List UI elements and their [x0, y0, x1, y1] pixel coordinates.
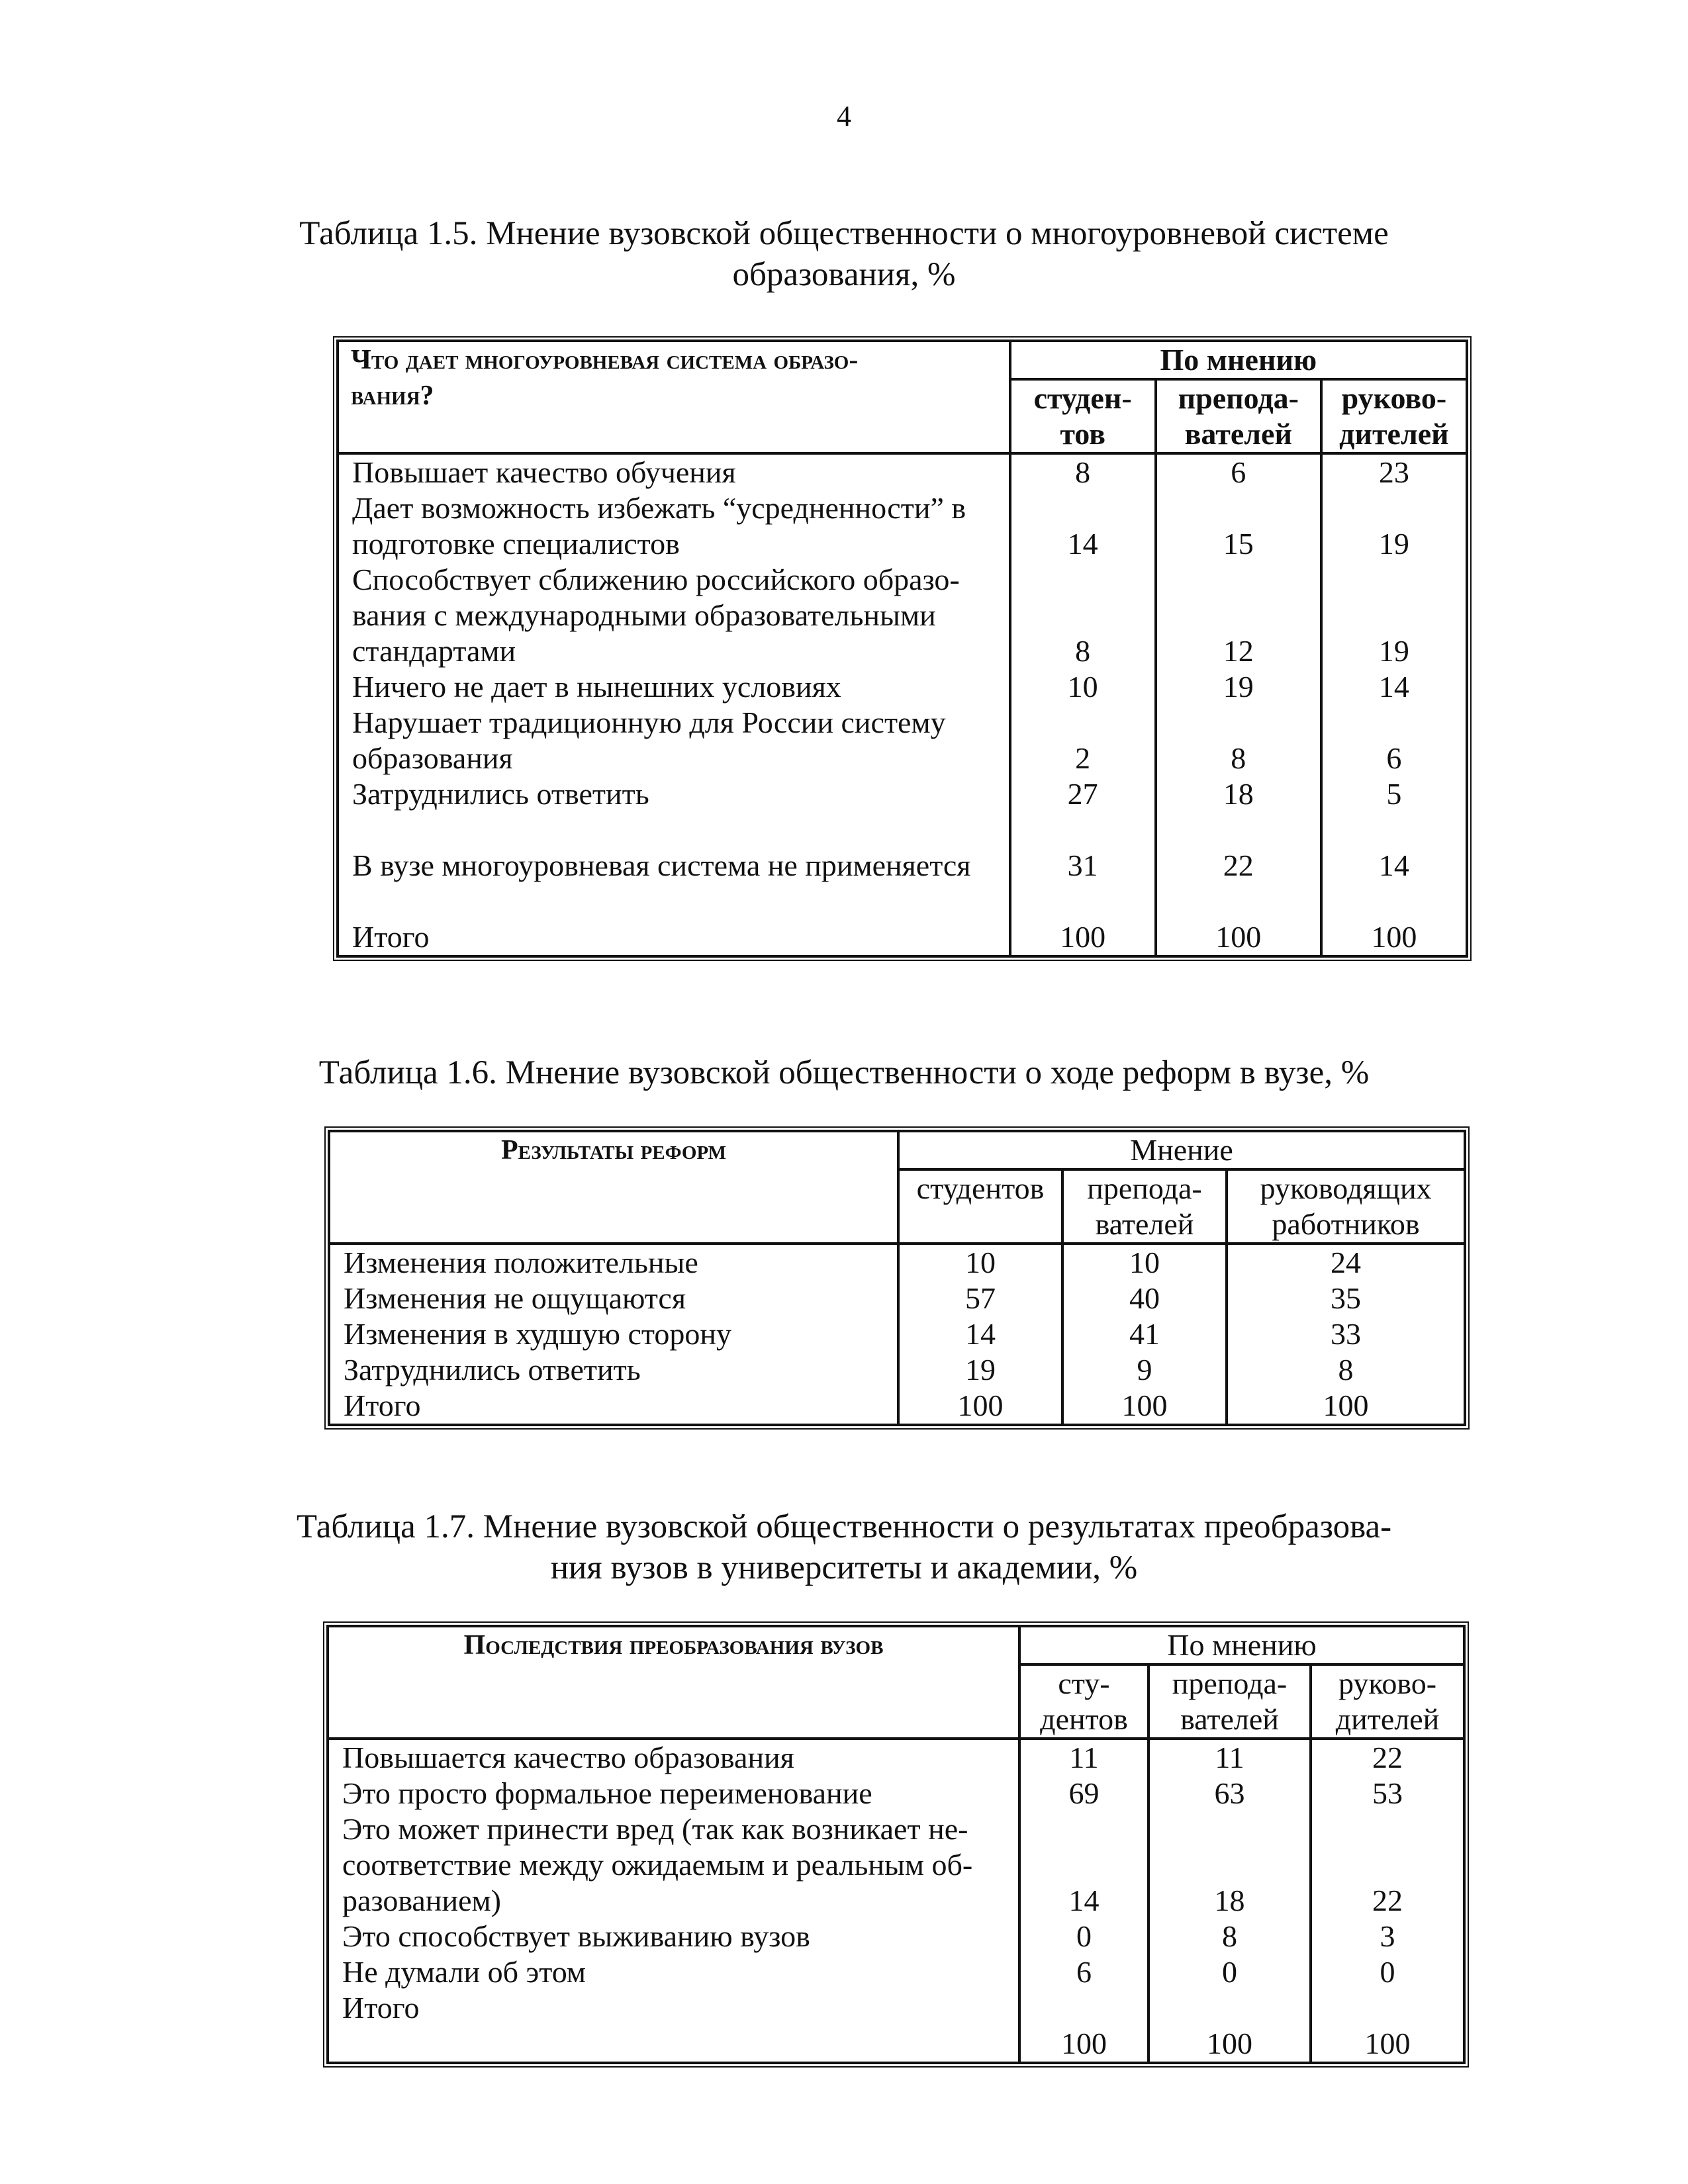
row-label: Это способствует выживанию вузов [342, 1919, 810, 1953]
column-header-line: руководящих [1260, 1171, 1432, 1205]
column-header-managers [1227, 1169, 1465, 1244]
caption-line: Таблица 1.5. Мнение вузовской общественности о многоуровневой системе [299, 215, 1389, 252]
cell-value: 8 [1231, 741, 1246, 775]
caption-line: Таблица 1.7. Мнение вузовской общественности о результатах преобразова- [296, 1508, 1392, 1545]
cell-value: 19 [965, 1353, 996, 1387]
column-header-line: препода- [1172, 1666, 1288, 1700]
cell-value: 53 [1372, 1776, 1403, 1810]
row-label: Повышает качество обучения [352, 455, 736, 489]
column-values-students [898, 1244, 1062, 1425]
cell-value: 63 [1214, 1776, 1245, 1810]
table-body [329, 1244, 1465, 1425]
column-values-managers [1321, 453, 1467, 956]
row-label: Не думали об этом [342, 1955, 586, 1989]
column-header-line: вателей [1180, 1702, 1279, 1736]
row-label: разованием) [342, 1884, 501, 1917]
cell-value: 100 [1060, 920, 1106, 954]
column-header-line: работников [1272, 1207, 1420, 1241]
cell-value: 14 [1067, 527, 1098, 561]
cell-value: 18 [1214, 1884, 1245, 1917]
column-header-line: студентов [916, 1171, 1045, 1205]
column-values-teachers [1149, 1739, 1311, 2063]
table-1-6-group-header: Мнение [898, 1131, 1465, 1169]
cell-value: 100 [1215, 920, 1262, 954]
row-label: образования [352, 741, 513, 775]
caption-line: образования, % [732, 256, 956, 293]
cell-value: 8 [1075, 634, 1091, 668]
corner-line: Что дает многоуровневая система образо- [351, 345, 859, 375]
cell-value: 40 [1129, 1281, 1160, 1315]
cell-value: 14 [965, 1317, 996, 1351]
cell-value: 33 [1331, 1317, 1362, 1351]
column-header-line: тов [1060, 417, 1105, 451]
column-header-line: дителей [1339, 417, 1449, 451]
row-label: Итого [344, 1388, 421, 1422]
cell-value: 100 [1364, 2026, 1411, 2060]
row-labels [329, 1244, 898, 1425]
cell-value: 41 [1129, 1317, 1160, 1351]
cell-value: 6 [1386, 741, 1402, 775]
cell-value: 2 [1075, 741, 1091, 775]
row-labels [328, 1739, 1019, 2063]
cell-value: 100 [1207, 2026, 1252, 2060]
row-label: Это может принести вред (так как возникает не- [342, 1812, 968, 1846]
table-1-5-corner-header [338, 341, 1010, 453]
cell-value: 8 [1338, 1353, 1354, 1387]
cell-value: 8 [1222, 1919, 1237, 1953]
row-label: Изменения в худшую сторону [344, 1317, 731, 1351]
cell-value: 23 [1378, 455, 1409, 489]
cell-value: 18 [1223, 777, 1254, 811]
column-header-line: дентов [1040, 1702, 1128, 1736]
column-values-teachers [1156, 453, 1321, 956]
cell-value: 10 [965, 1246, 996, 1279]
cell-value: 0 [1076, 1919, 1092, 1953]
column-header-line: руково- [1341, 381, 1447, 415]
cell-value: 12 [1223, 634, 1254, 668]
column-header-line: препода- [1087, 1171, 1202, 1205]
cell-value: 35 [1331, 1281, 1362, 1315]
cell-value: 14 [1378, 670, 1409, 704]
cell-value: 19 [1378, 634, 1409, 668]
row-label: Итого [342, 1991, 420, 2025]
cell-value: 69 [1068, 1776, 1100, 1810]
caption-line: ния вузов в университеты и академии, % [550, 1549, 1138, 1586]
corner-line: вания? [351, 381, 434, 411]
cell-value: 100 [1061, 2026, 1107, 2060]
cell-value: 19 [1223, 670, 1254, 704]
column-header-teachers [1062, 1169, 1227, 1244]
row-label: Изменения положительные [344, 1246, 698, 1279]
row-label: Итого [352, 920, 430, 954]
column-header-line: вателей [1184, 417, 1292, 451]
cell-value: 100 [1323, 1388, 1369, 1422]
column-header-students [1010, 379, 1156, 453]
table-body [338, 453, 1467, 956]
column-values-students [1010, 453, 1156, 956]
row-label: Ничего не дает в нынешних условиях [352, 670, 841, 704]
cell-value: 22 [1372, 1741, 1403, 1774]
column-header-students [898, 1169, 1062, 1244]
cell-value: 22 [1223, 848, 1254, 882]
table-1-5-caption [0, 213, 1688, 295]
column-header-teachers [1149, 1664, 1311, 1739]
row-label: вания с международными образовательными [352, 598, 936, 632]
table-1-7 [323, 1621, 1469, 2068]
row-label: соответствие между ожидаемым и реальным об- [342, 1848, 973, 1882]
cell-value: 10 [1129, 1246, 1160, 1279]
row-label [352, 884, 996, 919]
row-label: Повышается качество образования [342, 1741, 794, 1774]
column-header-line: сту- [1058, 1666, 1110, 1700]
cell-value: 27 [1067, 777, 1098, 811]
cell-value: 11 [1069, 1741, 1099, 1774]
table-1-7-corner-header [328, 1626, 1019, 1739]
row-label [352, 812, 996, 848]
column-header-line: вателей [1095, 1207, 1194, 1241]
column-header-line: руково- [1338, 1666, 1437, 1700]
cell-value: 10 [1067, 670, 1098, 704]
table-1-6-caption [0, 1052, 1688, 1093]
cell-value: 9 [1137, 1353, 1152, 1387]
cell-value: 0 [1222, 1955, 1237, 1989]
cell-value: 3 [1380, 1919, 1395, 1953]
row-label: подготовке специалистов [352, 527, 680, 561]
cell-value: 57 [965, 1281, 996, 1315]
column-values-teachers [1062, 1244, 1227, 1425]
cell-value: 19 [1378, 527, 1409, 561]
row-labels [338, 453, 1010, 956]
cell-value: 100 [957, 1388, 1004, 1422]
page-number: 4 [837, 100, 851, 132]
cell-value: 100 [1371, 920, 1417, 954]
cell-value: 22 [1372, 1884, 1403, 1917]
column-values-managers [1227, 1244, 1465, 1425]
row-label: В вузе многоуровневая система не применяется [352, 848, 971, 882]
row-label: Способствует сближению российского образо- [352, 563, 960, 596]
row-label: Затруднились ответить [352, 777, 649, 811]
column-values-managers [1311, 1739, 1464, 2063]
column-header-managers [1321, 379, 1467, 453]
column-header-managers [1311, 1664, 1464, 1739]
table-1-5 [333, 336, 1472, 961]
cell-value: 15 [1223, 527, 1254, 561]
row-label: Изменения не ощущаются [344, 1281, 686, 1315]
cell-value: 14 [1378, 848, 1409, 882]
row-label: Нарушает традиционную для России систему [352, 705, 946, 739]
cell-value: 24 [1331, 1246, 1362, 1279]
row-label: Затруднились ответить [344, 1353, 641, 1387]
cell-value: 0 [1380, 1955, 1395, 1989]
column-values-students [1019, 1739, 1149, 2063]
cell-value: 5 [1386, 777, 1402, 811]
cell-value: 8 [1075, 455, 1091, 489]
caption-line: Таблица 1.6. Мнение вузовской общественности о ходе реформ в вузе, % [318, 1054, 1370, 1091]
cell-value: 11 [1215, 1741, 1244, 1774]
cell-value: 6 [1231, 455, 1246, 489]
table-1-6-corner-header [329, 1131, 898, 1244]
cell-value: 100 [1121, 1388, 1168, 1422]
table-1-7-caption [0, 1506, 1688, 1588]
corner-line: Последствия преобразования вузов [463, 1630, 884, 1661]
table-body [328, 1739, 1464, 2063]
column-header-line: дителей [1335, 1702, 1440, 1736]
column-header-line: препода- [1178, 381, 1299, 415]
table-1-7-group-header: По мнению [1019, 1626, 1464, 1664]
table-1-5-group-header: По мнению [1010, 341, 1467, 379]
row-label: Дает возможность избежать “усредненности” в [352, 491, 966, 525]
table-1-6 [324, 1126, 1470, 1430]
row-label: Это просто формальное переименование [342, 1776, 872, 1810]
cell-value: 14 [1068, 1884, 1100, 1917]
corner-line: Результаты реформ [500, 1135, 727, 1165]
column-header-students [1019, 1664, 1149, 1739]
cell-value: 31 [1067, 848, 1098, 882]
row-label: стандартами [352, 634, 516, 668]
column-header-line: студен- [1033, 381, 1132, 415]
cell-value: 6 [1076, 1955, 1092, 1989]
column-header-teachers [1156, 379, 1321, 453]
